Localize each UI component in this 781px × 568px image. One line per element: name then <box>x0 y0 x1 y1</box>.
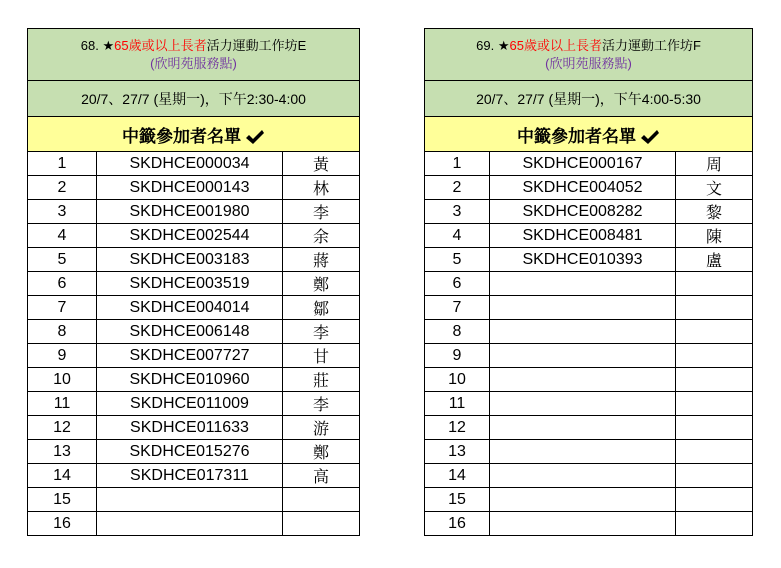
participant-surname: 余 <box>283 224 360 248</box>
row-number: 16 <box>28 512 97 536</box>
participant-table <box>424 28 753 536</box>
participant-surname: 盧 <box>676 248 753 272</box>
workshop-name: 活力運動工作坊E <box>206 37 307 53</box>
participant-code: SKDHCE008481 <box>490 224 676 248</box>
venue-label: (欣明苑服務點) <box>545 55 632 71</box>
participant-code <box>490 320 676 344</box>
participant-surname <box>676 368 753 392</box>
check-icon <box>245 129 265 145</box>
date-row <box>425 81 753 117</box>
table-row <box>28 368 360 392</box>
participant-code <box>490 392 676 416</box>
table-row <box>28 272 360 296</box>
row-number: 9 <box>425 344 490 368</box>
age-eligibility-text: 65歲或以上長者 <box>509 37 602 53</box>
participant-code <box>490 296 676 320</box>
table-row <box>425 272 753 296</box>
table-row <box>28 488 360 512</box>
participant-code: SKDHCE000034 <box>97 152 283 176</box>
workshop-sheet-69 <box>424 28 752 536</box>
row-number: 1 <box>28 152 97 176</box>
participant-surname: 鄭 <box>283 440 360 464</box>
table-row <box>28 248 360 272</box>
participant-code: SKDHCE010393 <box>490 248 676 272</box>
row-number: 4 <box>28 224 97 248</box>
row-number: 7 <box>28 296 97 320</box>
workshop-title <box>28 29 360 81</box>
table-row <box>28 440 360 464</box>
table-row <box>425 368 753 392</box>
workshop-name: 活力運動工作坊F <box>601 37 701 53</box>
participant-code: SKDHCE003183 <box>97 248 283 272</box>
row-number: 7 <box>425 296 490 320</box>
row-number: 15 <box>425 488 490 512</box>
participant-code <box>490 368 676 392</box>
session-dates: 20/7、27/7 (星期一)，下午4:00-5:30 <box>425 81 753 117</box>
heading-row <box>28 117 360 152</box>
row-number: 14 <box>425 464 490 488</box>
title-row <box>28 29 360 81</box>
participant-code: SKDHCE011009 <box>97 392 283 416</box>
row-number: 2 <box>425 176 490 200</box>
participant-code: SKDHCE008282 <box>490 200 676 224</box>
participant-surname: 黃 <box>283 152 360 176</box>
participant-surname: 李 <box>283 200 360 224</box>
participant-surname <box>283 488 360 512</box>
participant-surname: 黎 <box>676 200 753 224</box>
table-row <box>28 176 360 200</box>
row-number: 11 <box>28 392 97 416</box>
row-number: 12 <box>28 416 97 440</box>
table-row <box>425 320 753 344</box>
row-number: 16 <box>425 512 490 536</box>
row-number: 10 <box>425 368 490 392</box>
table-row <box>425 344 753 368</box>
row-number: 9 <box>28 344 97 368</box>
participant-code <box>490 464 676 488</box>
row-number: 3 <box>425 200 490 224</box>
row-number: 2 <box>28 176 97 200</box>
row-number: 1 <box>425 152 490 176</box>
table-row <box>28 152 360 176</box>
row-number: 13 <box>425 440 490 464</box>
participant-code: SKDHCE002544 <box>97 224 283 248</box>
row-number: 11 <box>425 392 490 416</box>
star-icon: ★ <box>497 37 510 53</box>
participant-surname: 甘 <box>283 344 360 368</box>
table-row <box>425 488 753 512</box>
table-row <box>425 392 753 416</box>
participant-table <box>27 28 360 536</box>
table-row <box>425 176 753 200</box>
table-row <box>28 392 360 416</box>
participant-surname: 陳 <box>676 224 753 248</box>
participant-surname: 李 <box>283 320 360 344</box>
participant-code <box>97 488 283 512</box>
list-heading <box>28 117 360 152</box>
workshop-number: 69. <box>476 37 495 53</box>
list-heading-text: 中籤參加者名單 <box>517 126 637 146</box>
participant-code: SKDHCE007727 <box>97 344 283 368</box>
table-row <box>425 200 753 224</box>
participant-surname: 鄒 <box>283 296 360 320</box>
table-row <box>425 296 753 320</box>
list-heading <box>425 117 753 152</box>
table-row <box>28 344 360 368</box>
participant-code <box>490 272 676 296</box>
participant-surname: 鄭 <box>283 272 360 296</box>
participant-surname: 周 <box>676 152 753 176</box>
table-row <box>425 248 753 272</box>
participant-code: SKDHCE004014 <box>97 296 283 320</box>
participant-surname: 文 <box>676 176 753 200</box>
participant-code: SKDHCE011633 <box>97 416 283 440</box>
participant-code <box>490 488 676 512</box>
participant-surname <box>283 512 360 536</box>
participant-surname <box>676 272 753 296</box>
participant-surname: 高 <box>283 464 360 488</box>
row-number: 5 <box>28 248 97 272</box>
venue-label: (欣明苑服務點) <box>150 55 237 71</box>
participant-code <box>490 344 676 368</box>
participant-surname: 莊 <box>283 368 360 392</box>
table-row <box>28 200 360 224</box>
row-number: 4 <box>425 224 490 248</box>
participant-code <box>490 416 676 440</box>
participant-surname: 李 <box>283 392 360 416</box>
table-row <box>425 416 753 440</box>
row-number: 13 <box>28 440 97 464</box>
participant-code: SKDHCE015276 <box>97 440 283 464</box>
participant-code: SKDHCE000167 <box>490 152 676 176</box>
session-dates: 20/7、27/7 (星期一)，下午2:30-4:00 <box>28 81 360 117</box>
participant-surname: 蔣 <box>283 248 360 272</box>
list-heading-text: 中籤參加者名單 <box>122 126 241 146</box>
participant-code: SKDHCE017311 <box>97 464 283 488</box>
row-number: 12 <box>425 416 490 440</box>
participant-surname <box>676 488 753 512</box>
row-number: 6 <box>28 272 97 296</box>
table-row <box>28 512 360 536</box>
row-number: 3 <box>28 200 97 224</box>
table-row <box>28 224 360 248</box>
table-row <box>28 416 360 440</box>
check-icon <box>640 129 660 145</box>
table-row <box>28 464 360 488</box>
workshop-title <box>425 29 753 81</box>
table-row <box>425 152 753 176</box>
table-row <box>425 512 753 536</box>
participant-surname <box>676 296 753 320</box>
participant-code: SKDHCE003519 <box>97 272 283 296</box>
participant-surname: 游 <box>283 416 360 440</box>
table-row <box>425 464 753 488</box>
table-row <box>28 320 360 344</box>
row-number: 10 <box>28 368 97 392</box>
date-row <box>28 81 360 117</box>
participant-surname: 林 <box>283 176 360 200</box>
workshop-sheet-68 <box>27 28 359 536</box>
star-icon: ★ <box>102 37 115 53</box>
participant-surname <box>676 344 753 368</box>
participant-code: SKDHCE001980 <box>97 200 283 224</box>
participant-code: SKDHCE000143 <box>97 176 283 200</box>
participant-surname <box>676 512 753 536</box>
row-number: 8 <box>425 320 490 344</box>
participant-surname <box>676 392 753 416</box>
table-row <box>425 224 753 248</box>
row-number: 8 <box>28 320 97 344</box>
workshop-number: 68. <box>80 37 99 53</box>
row-number: 5 <box>425 248 490 272</box>
participant-surname <box>676 320 753 344</box>
table-row <box>425 440 753 464</box>
participant-code <box>97 512 283 536</box>
participant-code: SKDHCE006148 <box>97 320 283 344</box>
heading-row <box>425 117 753 152</box>
participant-code <box>490 512 676 536</box>
age-eligibility-text: 65歲或以上長者 <box>114 37 207 53</box>
participant-code <box>490 440 676 464</box>
participant-code: SKDHCE010960 <box>97 368 283 392</box>
row-number: 15 <box>28 488 97 512</box>
table-row <box>28 296 360 320</box>
participant-surname <box>676 464 753 488</box>
participant-code: SKDHCE004052 <box>490 176 676 200</box>
participant-surname <box>676 440 753 464</box>
participant-surname <box>676 416 753 440</box>
row-number: 6 <box>425 272 490 296</box>
title-row <box>425 29 753 81</box>
row-number: 14 <box>28 464 97 488</box>
